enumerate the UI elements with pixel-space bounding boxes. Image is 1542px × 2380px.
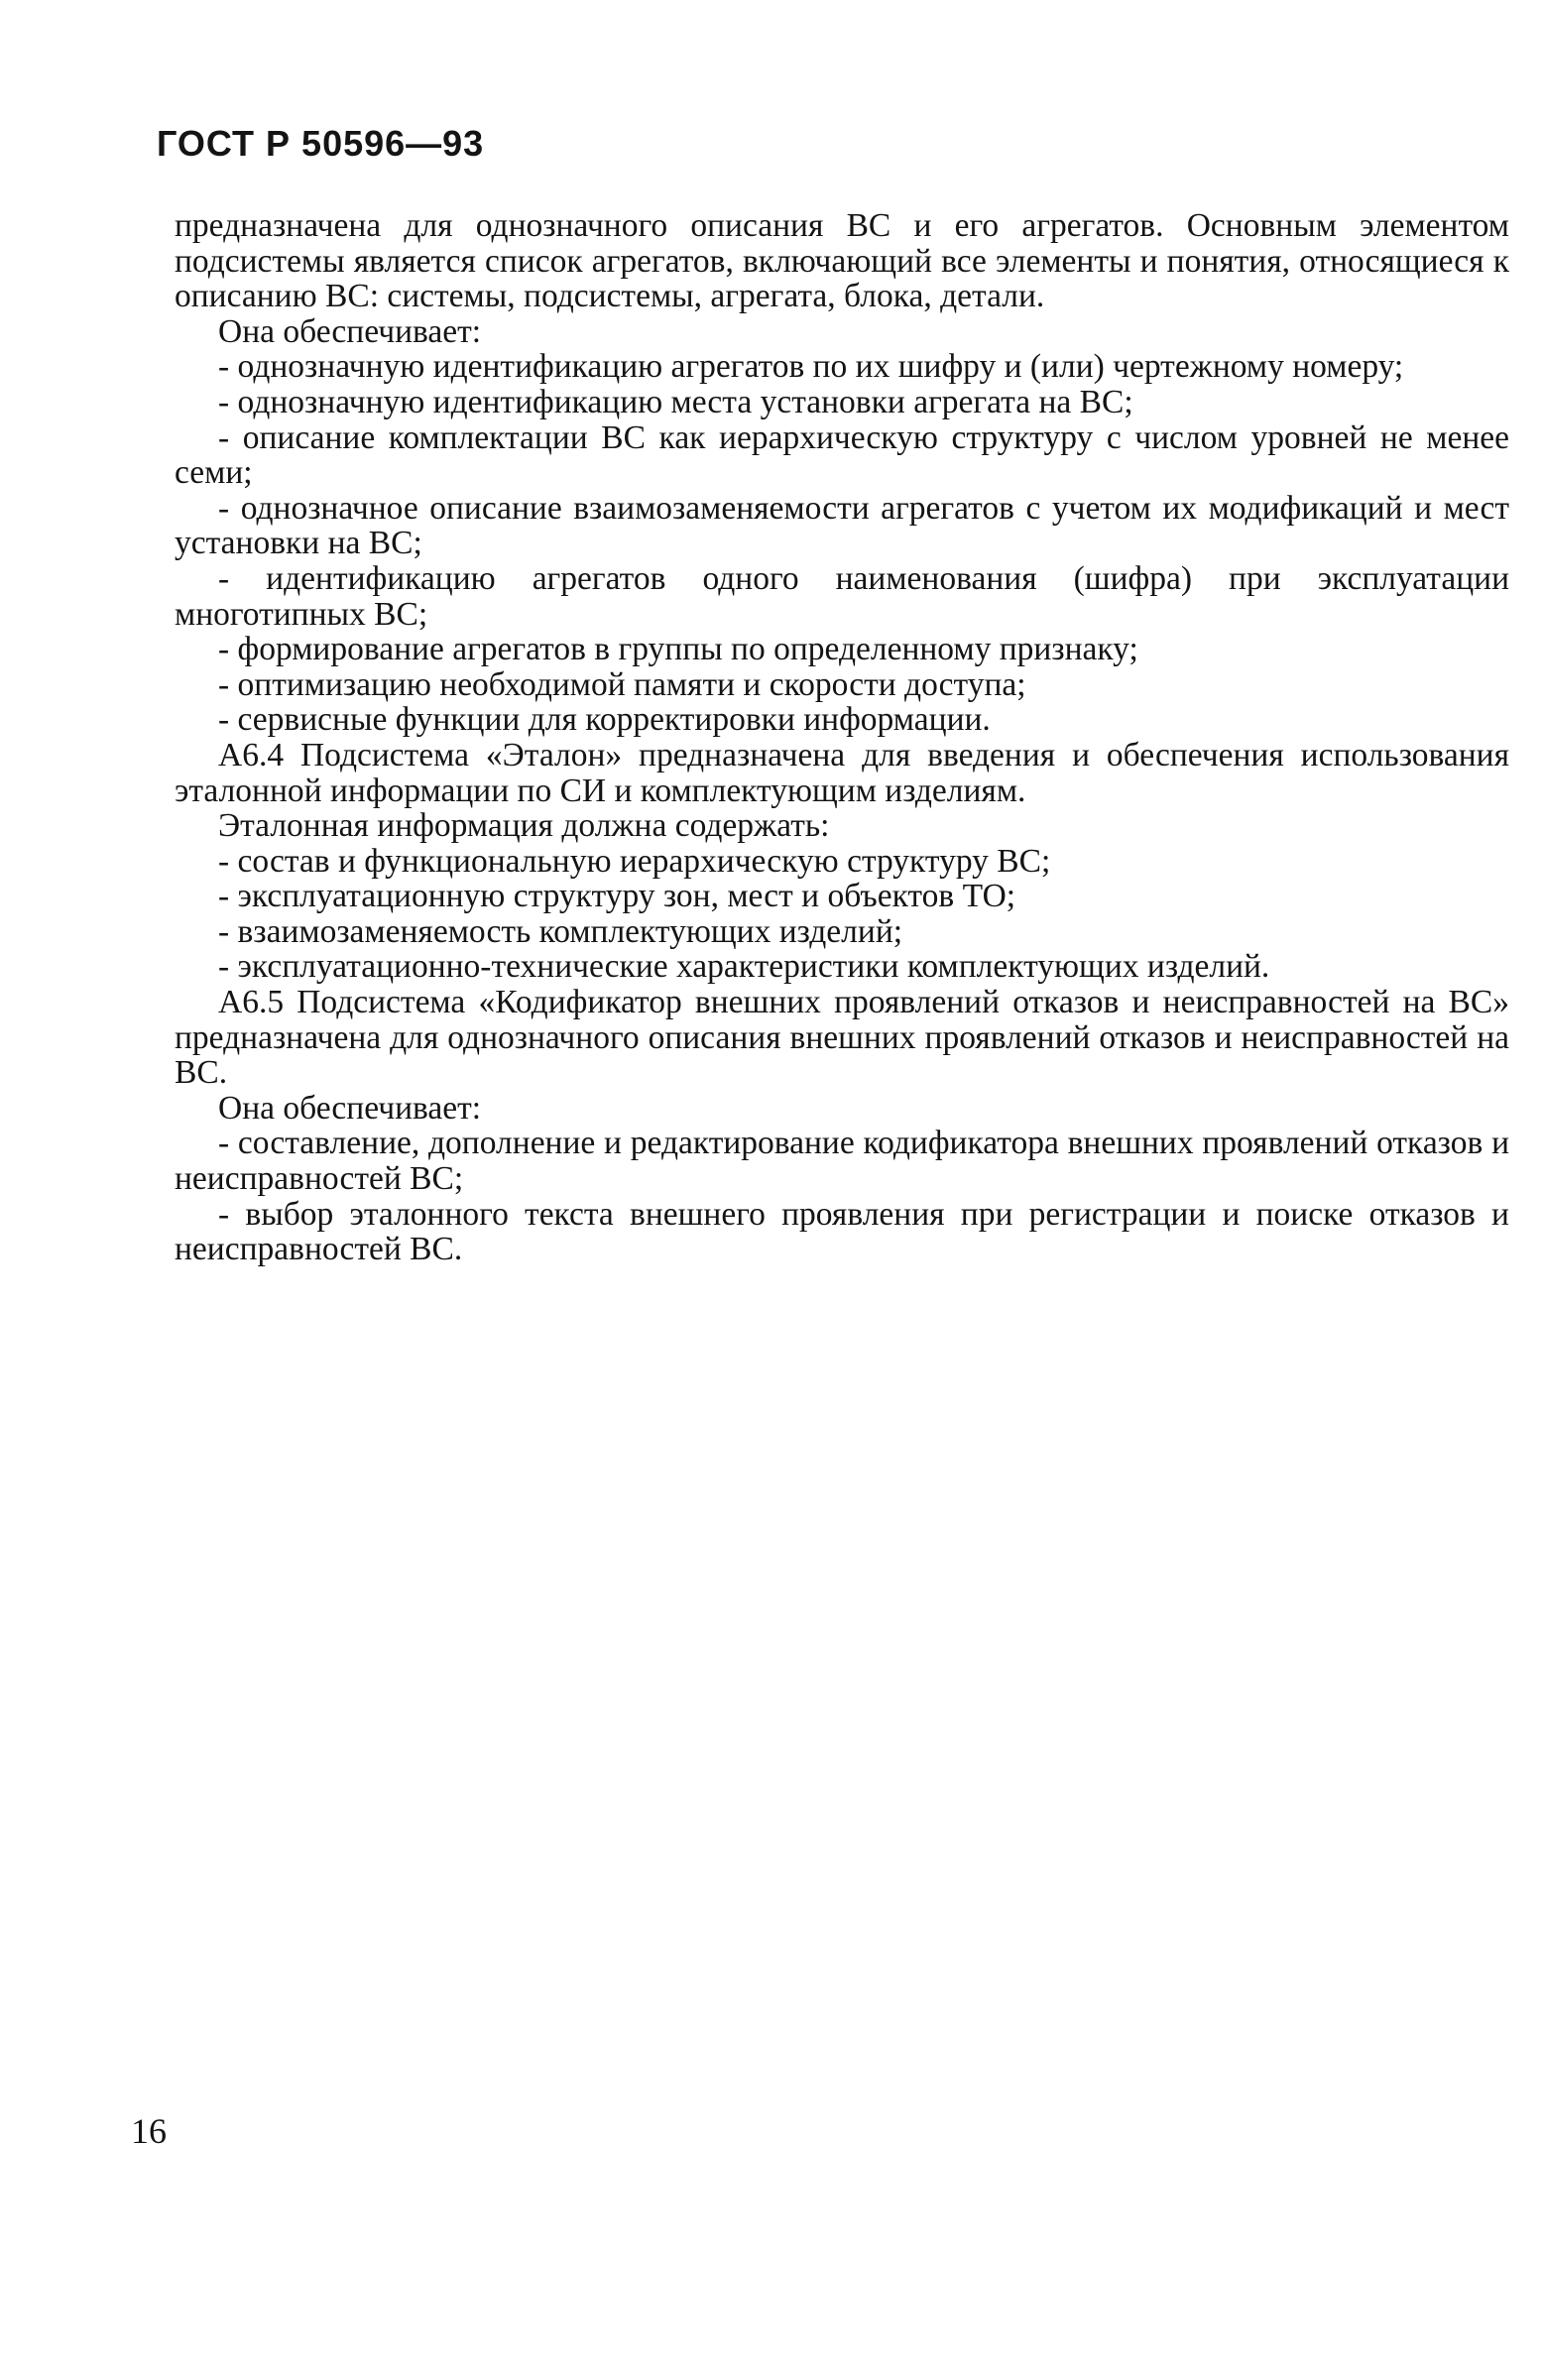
paragraph-intro: Она обеспечивает: [218,312,482,350]
list-item: - идентификацию агрегатов одного наименования (шифра) при эксплуатации многотипных ВС; [175,559,1509,633]
list-item: - сервисные функции для корректировки информации. [218,701,991,739]
document-body [175,208,1509,1267]
list-item: - однозначное описание взаимозаменяемости агрегатов с учетом их модификаций и мест установки на ВС; [175,489,1509,562]
list-item: - описание комплектации ВС как иерархическую структуру с числом уровней не менее семи; [175,418,1509,492]
paragraph-continuation: предназначена для однозначного описания ВС и его агрегатов. Основным элементом подсистемы является список агрегатов, включающий все элементы и понятия, относящиеся к описанию ВС: системы, подсистемы, агрегата, блока, детали. [175,207,1509,315]
paragraph-intro: Эталонная информация должна содержать: [218,807,830,845]
list-item: - формирование агрегатов в группы по определенному признаку; [218,631,1138,668]
list-item: - составление, дополнение и редактирование кодификатора внешних проявлений отказов и неисправностей ВС; [175,1125,1509,1198]
standard-code-header: ГОСТ Р 50596—93 [157,123,485,164]
section-paragraph-a6-5: А6.5 Подсистема «Кодификатор внешних проявлений отказов и неисправностей на ВС» предназначена для однозначного описания внешних проявлений отказов и неисправностей на ВС. [175,984,1509,1092]
list-item: - однозначную идентификацию агрегатов по их шифру и (или) чертежному номеру; [218,348,1404,386]
list-item: - оптимизацию необходимой памяти и скорости доступа; [218,665,1026,703]
list-item: - однозначную идентификацию места установки агрегата на ВС; [218,383,1133,420]
list-item: - эксплуатационную структуру зон, мест и объектов ТО; [218,878,1016,915]
list-item: - взаимозаменяемость комплектующих изделий; [218,912,903,950]
list-item: - выбор эталонного текста внешнего проявления при регистрации и поиске отказов и неисправностей ВС. [175,1195,1509,1268]
section-paragraph-a6-4: А6.4 Подсистема «Эталон» предназначена для введения и обеспечения использования эталонной информации по СИ и комплектующим изделиям. [175,736,1509,809]
paragraph-intro: Она обеспечивает: [218,1089,482,1127]
list-item: - состав и функциональную иерархическую структуру ВС; [218,842,1051,880]
page-number: 16 [131,2111,167,2151]
list-item: - эксплуатационно-технические характеристики комплектующих изделий. [218,948,1270,986]
